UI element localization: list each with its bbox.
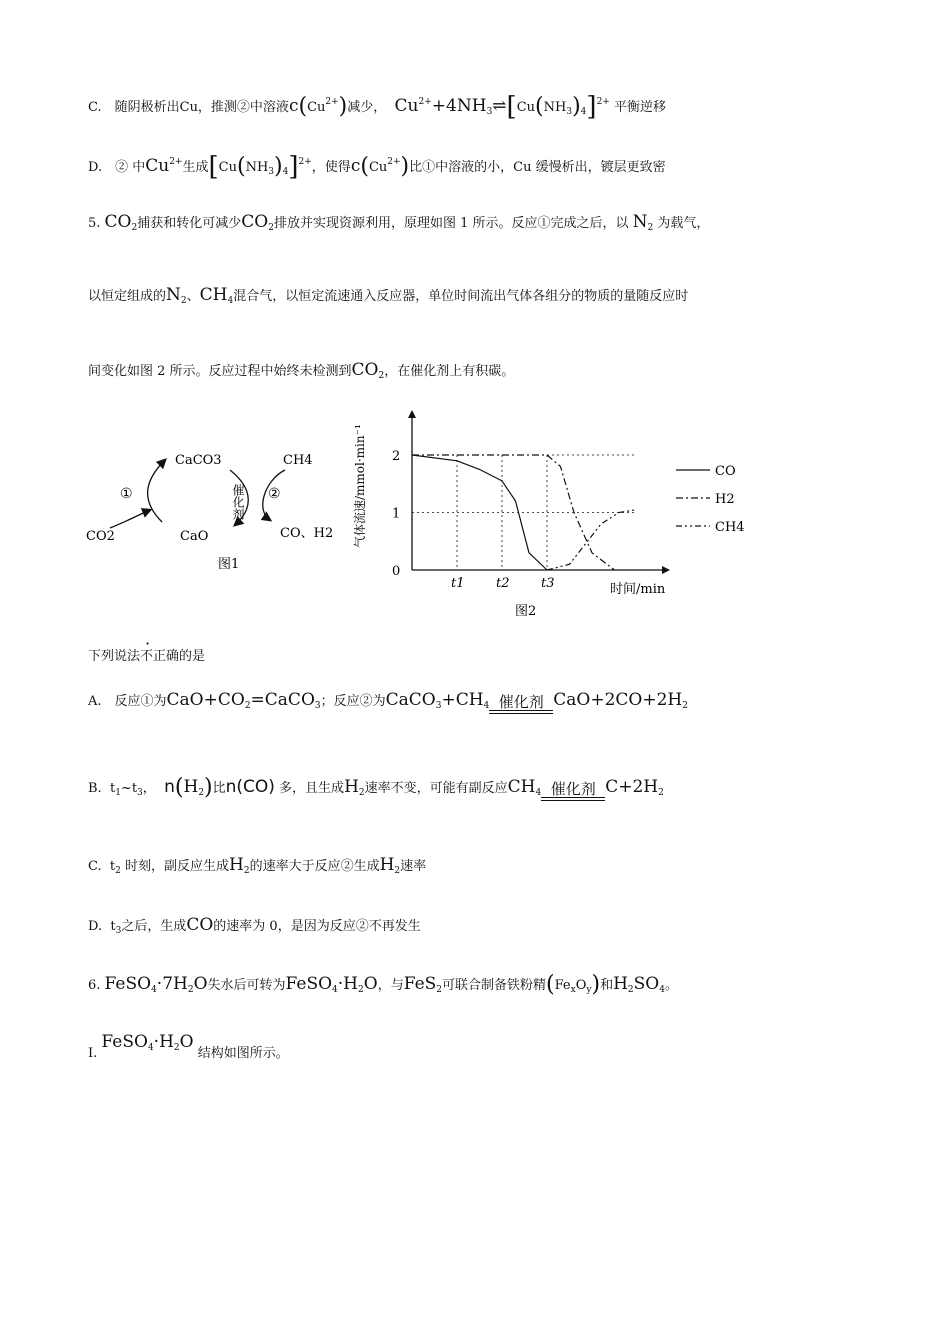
step1-label: ① xyxy=(120,486,133,502)
ch4-label: CH4 xyxy=(283,453,313,468)
q5-line1: 5. $CO_2$捕获和转化可减少$CO_2$排放并实现资源利用，原理如图 1 所示。反应①完成之后，以 $N_2$ 为载气， xyxy=(88,212,710,233)
catalyst-condition-b: 催化剂 xyxy=(541,781,605,801)
legend-label-ch4: CH4 xyxy=(715,520,745,535)
arrow-co2-in xyxy=(110,510,150,528)
legend-label-co: CO xyxy=(715,464,736,479)
q5-line2: 以恒定组成的$N_2$、$CH_4$混合气，以恒定流速通入反应器，单位时间流出气体各组分的物质的量随反应时 xyxy=(88,285,689,306)
step2-label: ② xyxy=(268,486,281,502)
figure2-chart xyxy=(350,400,770,622)
arrow-cao-to-caco3 xyxy=(148,460,165,522)
catalyst-vertical-label: 催化剂 xyxy=(231,484,245,520)
products-label: CO、H2 xyxy=(280,526,334,541)
option-c: C. 随阴极析出Cu，推测②中溶液$c(Cu^{2+})$减少， $Cu^{2+}+4NH_3\rightleftharpoons[Cu(NH_3)_4]^{2+}$ 平衡逆移 xyxy=(88,92,666,122)
x-tick-label: t1 xyxy=(451,576,465,591)
catalyst-condition: 催化剂 xyxy=(489,694,553,714)
y-tick-label: 2 xyxy=(392,449,401,464)
x-axis-label: 时间/min xyxy=(610,582,666,597)
option-c-text: C. 随阴极析出Cu，推测②中溶液 xyxy=(88,100,289,115)
option-d2: D. $t_3$之后，生成CO的速率为 0，是因为反应②不再发生 xyxy=(88,915,421,936)
co2-label: CO2 xyxy=(86,529,115,544)
caco3-label: CaCO3 xyxy=(175,453,222,468)
option-a: A. 反应①为$CaO+CO_2=CaCO_3$；反应②为$CaCO_3+CH_4$ 催化剂 $CaO+2CO+2H_2$ xyxy=(88,690,688,714)
y-axis-arrow xyxy=(408,410,416,418)
x-tick-label: t3 xyxy=(541,576,555,591)
legend-label-h2: H2 xyxy=(715,492,735,507)
option-b: B. $t_1\sim t_3$， $n(H_2)$比n(CO) 多，且生成$H_2$速率不变，可能有副反应$CH_4$ 催化剂 $C+2H_2$ xyxy=(88,775,664,800)
y-tick-label: 1 xyxy=(392,506,401,522)
option-c2: C. $t_2$ 时刻，副反应生成$H_2$的速率大于反应②生成$H_2$速率 xyxy=(88,855,427,876)
cao-label: CaO xyxy=(180,529,209,544)
y-tick-label: 0 xyxy=(392,564,401,579)
x-axis-arrow xyxy=(662,566,670,574)
figure2-caption: 图2 xyxy=(515,604,537,619)
option-d: D. ② 中$Cu^{2+}$生成$[Cu(NH_3)_4]^{2+}$，使得$c(Cu^{2+})$比①中溶液的小，Cu 缓慢析出，镀层更致密 xyxy=(88,152,666,182)
q6-line: 6. $FeSO_4\cdot 7H_2O$失水后可转为$FeSO_4\cdot H_2O$，与FeS$_2$可联合制备铁粉精$(Fe_xO_y)$和$H_2SO_4$。 xyxy=(88,972,678,997)
figure1-cycle-diagram xyxy=(80,440,350,580)
q6-i-line: I. $FeSO_4\cdot H_2O$ 结构如图所示。 xyxy=(88,1032,289,1061)
figure1-caption: 图1 xyxy=(218,557,240,572)
q5-ask: 下列说法不正确的是 xyxy=(88,649,206,664)
y-axis-label: 气体流速/mmol·min⁻¹ xyxy=(353,424,367,548)
series-line-ch4 xyxy=(547,510,637,570)
q5-line3: 间变化如图 2 所示。反应过程中始终未检测到$CO_2$，在催化剂上有积碳。 xyxy=(88,360,515,381)
x-tick-label: t2 xyxy=(496,576,510,591)
